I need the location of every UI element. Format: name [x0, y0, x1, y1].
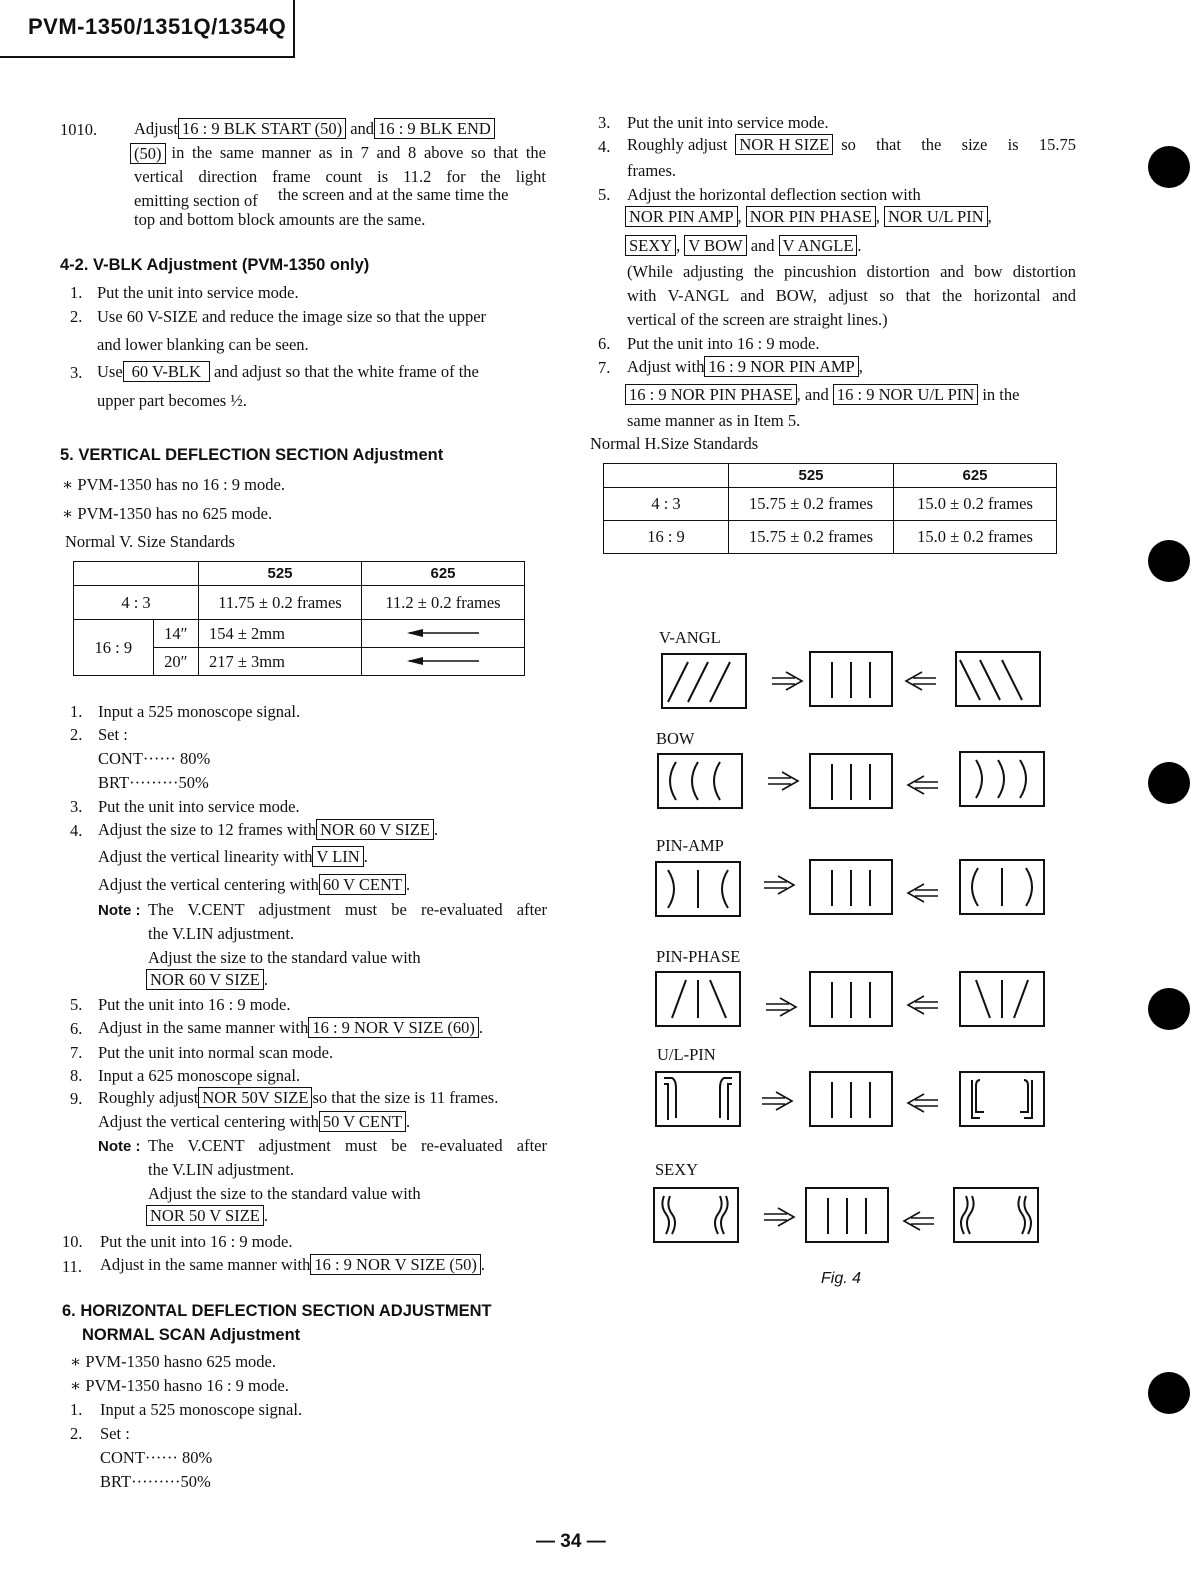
step-number: 2. [70, 725, 83, 744]
step-text: Adjust the size to 12 frames with NOR 60 V SIZE . [98, 820, 439, 839]
step-number: 2. [70, 1424, 83, 1443]
table-corner [604, 464, 729, 488]
table-title: Normal H.Size Standards [590, 434, 759, 453]
v-angl-diagram-row [662, 652, 1040, 708]
step-number: 3. [598, 113, 611, 132]
control-name-box: 16 : 9 NOR V SIZE (60) [308, 1017, 479, 1038]
item-1010-line-5: top and bottom block amounts are the same. [134, 210, 426, 229]
text: so that the size is 11 frames. [312, 1088, 499, 1107]
table-header: 525 [729, 464, 894, 488]
figure-label: PIN-PHASE [656, 947, 741, 966]
control-name-box: 16 : 9 BLK START (50) [178, 118, 346, 139]
setting-value: CONT······ 80% [98, 749, 211, 768]
step-number: 6. [598, 334, 611, 353]
figure-caption: Fig. 4 [821, 1270, 862, 1287]
text: Adjust the vertical linearity with [98, 847, 313, 866]
control-name-box: 16 : 9 BLK END [374, 118, 495, 139]
control-name-box: 60 V-BLK [123, 361, 210, 382]
step-number: 11. [62, 1257, 83, 1276]
step-number: 1. [70, 283, 83, 302]
step-text: Put the unit into service mode. [627, 113, 829, 132]
h-size-standards-table [603, 463, 1057, 554]
step-number: 7. [70, 1043, 83, 1062]
setting-value: BRT·········50% [98, 773, 209, 792]
text: Use [97, 362, 123, 381]
item-1010-line-2 [130, 143, 546, 164]
step-number: 4. [598, 137, 611, 156]
table-title: Normal V. Size Standards [65, 532, 235, 551]
binder-hole-dot [1148, 988, 1190, 1030]
table-cell: 20″ [153, 648, 198, 676]
table-cell: 217 ± 3mm [199, 648, 362, 676]
v-size-standards-table [73, 561, 525, 676]
text: , and [796, 385, 829, 404]
note-text: NOR 60 V SIZE . [146, 969, 268, 990]
step-text: Put the unit into 16 : 9 mode. [98, 995, 291, 1014]
text: Adjust in the same manner with [100, 1255, 311, 1274]
table-header: 625 [894, 464, 1057, 488]
control-name-box: 16 : 9 NOR V SIZE (50) [310, 1254, 481, 1275]
page-number: — 34 — [536, 1531, 606, 1552]
note-text: Adjust the size to the standard value with [148, 948, 421, 967]
figure-label: SEXY [655, 1160, 699, 1179]
figure-label: PIN-AMP [656, 836, 724, 855]
control-list: SEXY , V BOW and V ANGLE . [625, 235, 862, 256]
text: and adjust so that the white frame of the [214, 362, 479, 381]
note-text: The V.CENT adjustment must be re-evaluated after [148, 1136, 547, 1155]
table-row-label: 16 : 9 [604, 521, 729, 554]
bow-diagram-row [658, 752, 1044, 808]
table-cell: 14″ [153, 620, 198, 648]
step-number: 4. [70, 821, 83, 840]
paren-note: with V-ANGL and BOW, adjust so that the horizontal and [627, 286, 1076, 305]
control-name-box: NOR H SIZE [735, 134, 833, 155]
step-text: Put the unit into service mode. [98, 797, 300, 816]
section-heading: 5. VERTICAL DEFLECTION SECTION Adjustment [60, 446, 444, 464]
table-cell: 15.75 ± 0.2 frames [729, 488, 894, 521]
step-number: 5. [598, 185, 611, 204]
text: and [350, 119, 375, 138]
text: Adjust [134, 119, 179, 138]
step-text: Adjust the horizontal deflection section with [627, 185, 921, 204]
step-number: 10. [62, 1232, 83, 1251]
table-header: 625 [362, 562, 525, 586]
table-cell: 11.75 ± 0.2 frames [199, 586, 362, 620]
table-cell: 15.0 ± 0.2 frames [894, 488, 1057, 521]
control-name-box: NOR 60 V SIZE [146, 969, 264, 990]
text: in the [982, 385, 1020, 404]
control-name-box: V ANGLE [779, 235, 858, 256]
step-text: Use 60 V-SIZE and reduce the image size so that the upper [97, 307, 487, 326]
item-1010-line-3: vertical direction frame count is 11.2 for the light [134, 167, 546, 186]
note-text: ∗ PVM-1350 hasno 625 mode. [70, 1352, 277, 1371]
note-text: NOR 50 V SIZE . [146, 1205, 268, 1226]
step-number: 3. [70, 797, 83, 816]
step-text: and lower blanking can be seen. [97, 335, 309, 354]
item-1010-line-4b: the screen and at the same time the [278, 185, 509, 204]
text: and [750, 236, 775, 255]
control-name-box: NOR 60 V SIZE [316, 819, 434, 840]
step-text: Adjust in the same manner with 16 : 9 NOR V SIZE (50) . [100, 1255, 486, 1274]
step-text: Adjust with 16 : 9 NOR PIN AMP , [627, 357, 863, 376]
text: so that the size is 15.75 [841, 134, 1076, 154]
step-number: 2. [70, 307, 83, 326]
table-header: 525 [199, 562, 362, 586]
step-number: 9. [70, 1089, 83, 1108]
pin-phase-diagram-row [656, 972, 1044, 1026]
step-text: Adjust the vertical centering with 60 V CENT . [98, 875, 411, 894]
step-number: 1. [70, 702, 83, 721]
table-row-label: 16 : 9 [74, 620, 154, 676]
step-text: Adjust the vertical centering with 50 V CENT . [98, 1112, 411, 1131]
same-as-left-arrow [362, 620, 525, 648]
step-text: frames. [627, 161, 677, 180]
step-text: Put the unit into normal scan mode. [98, 1043, 334, 1062]
binder-hole-dot [1148, 1372, 1190, 1414]
step-text [97, 361, 479, 382]
control-name-box: (50) [130, 143, 166, 164]
setting-value: BRT·········50% [100, 1472, 211, 1491]
note-label: Note : [98, 902, 141, 919]
step-text: Input a 525 monoscope signal. [100, 1400, 303, 1419]
setting-value: CONT······ 80% [100, 1448, 213, 1467]
note-text: the V.LIN adjustment. [148, 1160, 295, 1179]
table-cell: 15.75 ± 0.2 frames [729, 521, 894, 554]
binder-hole-dot [1148, 762, 1190, 804]
step-text: Input a 625 monoscope signal. [98, 1066, 301, 1085]
section-subheading: NORMAL SCAN Adjustment [82, 1326, 301, 1344]
section-heading: 6. HORIZONTAL DEFLECTION SECTION ADJUSTMENT [62, 1302, 492, 1320]
note-text: ∗ PVM-1350 hasno 16 : 9 mode. [70, 1376, 289, 1395]
step-text: Put the unit into service mode. [97, 283, 299, 302]
step-text: Input a 525 monoscope signal. [98, 702, 301, 721]
step-text: Set : [98, 725, 128, 744]
table-cell: 11.2 ± 0.2 frames [362, 586, 525, 620]
step-text: Set : [100, 1424, 130, 1443]
control-name-box: 16 : 9 NOR PIN PHASE [625, 384, 797, 405]
text: Adjust the vertical centering with [98, 875, 319, 894]
control-name-box: NOR PIN AMP [625, 206, 738, 227]
step-text: Put the unit into 16 : 9 mode. [627, 334, 820, 353]
control-name-box: SEXY [625, 235, 676, 256]
table-row-label: 4 : 3 [74, 586, 199, 620]
step-number: 5. [70, 995, 83, 1014]
note-text: the V.LIN adjustment. [148, 924, 295, 943]
step-number: 7. [598, 358, 611, 377]
text: Adjust the vertical centering with [98, 1112, 319, 1131]
step-text: Adjust in the same manner with 16 : 9 NOR V SIZE (60) . [98, 1018, 484, 1037]
section-heading: 4-2. V-BLK Adjustment (PVM-1350 only) [60, 256, 370, 274]
paren-note: vertical of the screen are straight lines.) [627, 310, 888, 329]
figure-label: V-ANGL [659, 628, 721, 647]
header-divider-vertical [293, 0, 295, 58]
pin-amp-diagram-row [656, 860, 1044, 916]
step-text: upper part becomes ½. [97, 391, 247, 410]
table-cell: 15.0 ± 0.2 frames [894, 521, 1057, 554]
paren-note: (While adjusting the pincushion distortion and bow distortion [627, 262, 1076, 281]
control-name-box: V BOW [684, 235, 746, 256]
text: Adjust with [627, 357, 705, 376]
note-text: The V.CENT adjustment must be re-evaluated after [148, 900, 547, 919]
control-name-box: NOR U/L PIN [884, 206, 988, 227]
sexy-diagram-row [654, 1188, 1038, 1242]
control-name-box: NOR 50 V SIZE [146, 1205, 264, 1226]
item-number: 1010. [60, 120, 98, 139]
item-1010-line-4a: emitting section of [134, 191, 258, 210]
control-name-box: 16 : 9 NOR U/L PIN [833, 384, 978, 405]
text: Roughly adjust [98, 1088, 199, 1107]
binder-hole-dot [1148, 540, 1190, 582]
figure-label: BOW [656, 729, 695, 748]
adjustment-diagrams [640, 640, 1060, 1250]
step-text: same manner as in Item 5. [627, 411, 801, 430]
text: Adjust in the same manner with [98, 1018, 309, 1037]
step-number: 6. [70, 1019, 83, 1038]
control-name-box: NOR PIN PHASE [746, 206, 876, 227]
control-name-box: V LIN [312, 846, 363, 867]
control-name-box: 16 : 9 NOR PIN AMP [704, 356, 858, 377]
document-model-title: PVM-1350/1351Q/1354Q [28, 14, 287, 39]
note-text: ∗ PVM-1350 has no 16 : 9 mode. [62, 475, 285, 494]
binder-hole-dot [1148, 146, 1190, 188]
header-divider-horizontal [0, 56, 295, 58]
text: Adjust the size to 12 frames with [98, 820, 317, 839]
table-corner [74, 562, 199, 586]
control-name-box: 60 V CENT [319, 874, 406, 895]
note-label: Note : [98, 1138, 141, 1155]
step-text [627, 134, 1076, 155]
step-number: 1. [70, 1400, 83, 1419]
item-1010-line-1 [134, 118, 546, 139]
text: in the same manner as in 7 and 8 above so that the [171, 143, 546, 162]
control-name-box: NOR 50V SIZE [198, 1087, 312, 1108]
step-text: Put the unit into 16 : 9 mode. [100, 1232, 293, 1251]
step-text [98, 1087, 498, 1108]
step-number: 8. [70, 1066, 83, 1085]
step-number: 3. [70, 363, 83, 382]
table-cell: 154 ± 2mm [199, 620, 362, 648]
control-list: NOR PIN AMP , NOR PIN PHASE , NOR U/L PIN , [625, 206, 992, 227]
same-as-left-arrow [362, 648, 525, 676]
table-row-label: 4 : 3 [604, 488, 729, 521]
step-text: Adjust the vertical linearity with V LIN . [98, 847, 368, 866]
note-text: Adjust the size to the standard value with [148, 1184, 421, 1203]
text: Roughly adjust [627, 134, 728, 154]
step-text [625, 384, 1019, 405]
control-name-box: 50 V CENT [319, 1111, 406, 1132]
figure-label: U/L-PIN [657, 1045, 716, 1064]
ul-pin-diagram-row [656, 1072, 1044, 1126]
note-text: ∗ PVM-1350 has no 625 mode. [62, 504, 273, 523]
